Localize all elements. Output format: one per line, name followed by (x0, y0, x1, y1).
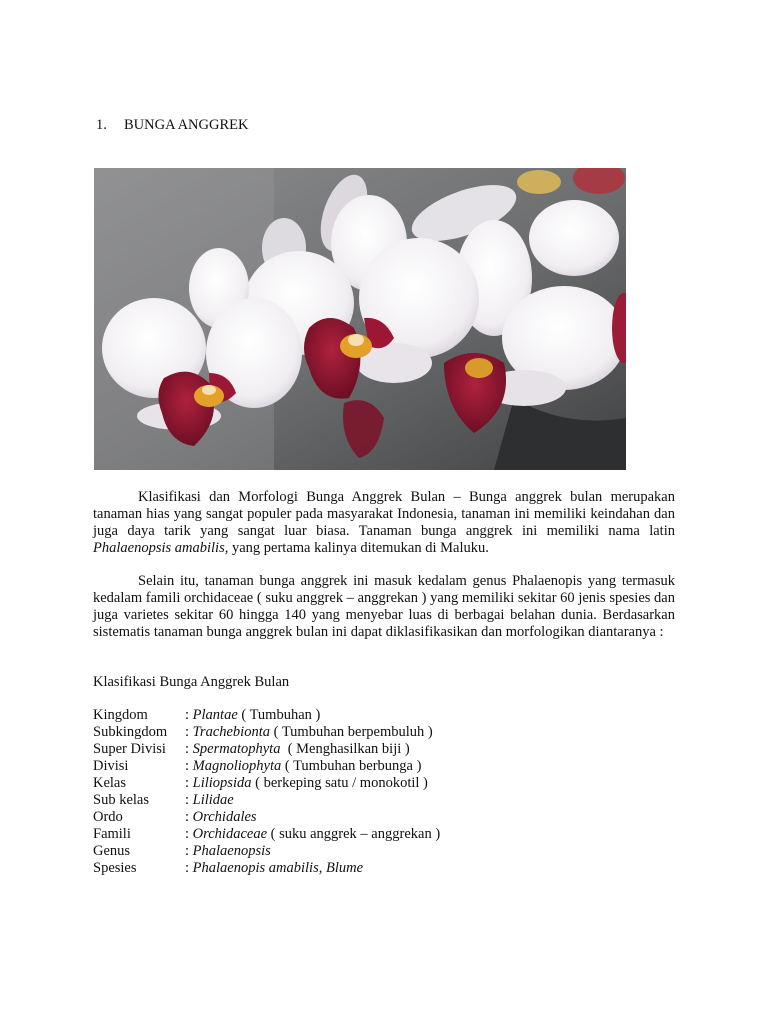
rank-label: Spesies (93, 860, 137, 876)
intro-text-end: yang pertama kalinya ditemukan di Maluku. (228, 540, 489, 556)
latin-value: Trachebionta (192, 724, 270, 740)
intro-paragraph (93, 489, 675, 557)
rank-label: Subkingdom (93, 724, 168, 740)
rank-note: ( Tumbuhan ) (237, 707, 321, 723)
rank-label: Kelas (93, 775, 127, 791)
rank-label: Kingdom (93, 707, 148, 723)
section-title: BUNGA ANGGREK (124, 117, 249, 133)
genus-paragraph (93, 573, 675, 641)
rank-label: Famili (93, 826, 131, 842)
classification-row: Super Divisi : Spermatophyta ( Menghasilkan biji ) (93, 741, 410, 757)
classification-row: Subkingdom : Trachebionta ( Tumbuhan berpembuluh ) (93, 724, 433, 740)
orchid-photo (94, 168, 626, 470)
latin-value: Spermatophyta (192, 741, 281, 757)
classification-row: Genus : Phalaenopsis (93, 843, 271, 859)
latin-value: Plantae (192, 707, 238, 723)
section-heading (96, 117, 248, 134)
rank-note: ( suku anggrek – anggrekan ) (267, 826, 441, 842)
latin-value: Lilidae (192, 792, 234, 808)
classification-row: Spesies : Phalaenopis amabilis, Blume (93, 860, 364, 876)
classification-row: Ordo : Orchidales (93, 809, 257, 825)
rank-note: ( Tumbuhan berbunga ) (281, 758, 422, 774)
classification-row: Divisi : Magnoliophyta ( Tumbuhan berbunga ) (93, 758, 422, 774)
intro-text: Klasifikasi dan Morfologi Bunga Anggrek Bulan – Bunga anggrek bulan merupakan tanaman hias yang sangat populer pada masyarakat Indonesia, tanaman ini memiliki keindahan dan juga daya tarik yang sangat luar biasa. Tanaman bunga anggrek ini memiliki nama latin (93, 489, 675, 539)
rank-note: ( Menghasilkan biji ) (280, 741, 410, 757)
latin-value: Orchidales (192, 809, 257, 825)
latin-name: Phalaenopsis amabilis, (93, 540, 229, 556)
rank-note: ( berkeping satu / monokotil ) (251, 775, 428, 791)
classification-row: Sub kelas : Lilidae (93, 792, 234, 808)
latin-value: Orchidaceae (192, 826, 268, 842)
rank-note: ( Tumbuhan berpembuluh ) (270, 724, 433, 740)
rank-label: Super Divisi (93, 741, 166, 757)
rank-label: Ordo (93, 809, 123, 825)
classification-row: Kelas : Liliopsida ( berkeping satu / monokotil ) (93, 775, 428, 791)
rank-label: Divisi (93, 758, 129, 774)
latin-value: Phalaenopsis (192, 843, 271, 859)
genus-text: Selain itu, tanaman bunga anggrek ini masuk kedalam genus Phalaenopis yang termasuk kedalam famili orchidaceae ( suku anggrek – anggrekan ) yang memiliki sekitar 60 jenis spesies dan juga varietes sekitar 60 hingga 140 yang menyebar luas di berbagai belahan dunia. Berdasarkan sistematis tanaman bunga anggrek bulan ini dapat diklasifikasikan dan morfologikan diantaranya : (93, 573, 675, 640)
latin-value: Magnoliophyta (192, 758, 282, 774)
classification-list (93, 707, 440, 877)
rank-label: Genus (93, 843, 131, 859)
classification-row: Kingdom : Plantae ( Tumbuhan ) (93, 707, 321, 723)
latin-value: Phalaenopis amabilis, Blume (192, 860, 364, 876)
classification-row: Famili : Orchidaceae ( suku anggrek – anggrekan ) (93, 826, 441, 842)
section-number: 1. (96, 117, 107, 133)
latin-value: Liliopsida (192, 775, 252, 791)
rank-label: Sub kelas (93, 792, 149, 808)
classification-title: Klasifikasi Bunga Anggrek Bulan (93, 674, 290, 690)
